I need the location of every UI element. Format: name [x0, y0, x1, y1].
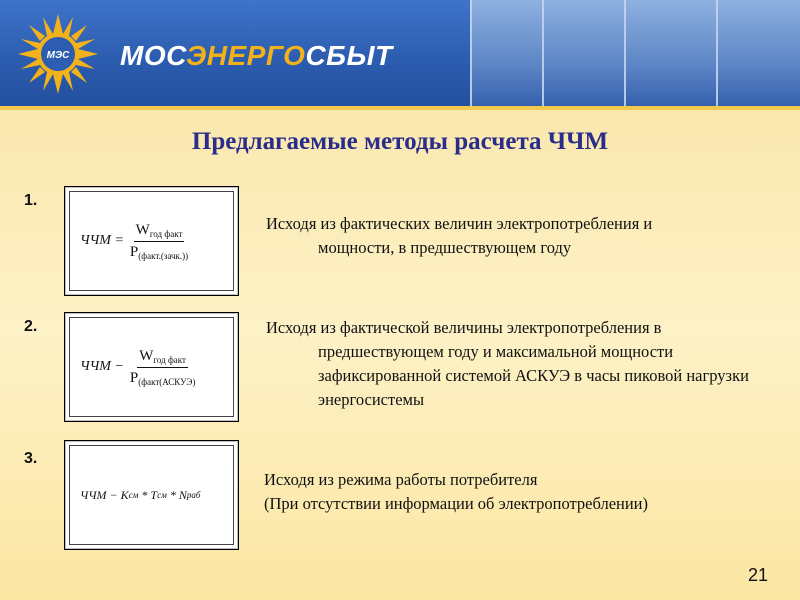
method-1-formula: [80, 192, 188, 290]
brand-part-3: СБЫТ: [305, 40, 393, 71]
description-line-2: (При отсутствии информации об электропотреблении): [264, 494, 649, 513]
formula-frame: [69, 445, 234, 545]
formula-operator: −: [109, 487, 118, 502]
header-divider: [0, 106, 800, 110]
fraction-denominator: [130, 242, 188, 261]
description-line-1: Исходя из режима работы потребителя: [264, 470, 538, 489]
page-number: 21: [747, 565, 768, 585]
brand-part-2: ЭНЕРГО: [186, 40, 306, 71]
formula-n: N: [178, 487, 187, 502]
formula-t-subscript: см: [157, 490, 167, 500]
formula-fraction: [130, 348, 195, 387]
denominator-symbol: P: [129, 369, 139, 386]
power-line-photo: [542, 0, 624, 106]
denominator-symbol: P: [129, 243, 139, 260]
power-plant-photo: [470, 0, 542, 106]
method-2-formula: [80, 318, 195, 416]
numerator-symbol: W: [139, 347, 154, 364]
formula-operator: −: [114, 359, 124, 374]
formula-lhs: ЧЧМ: [80, 487, 107, 502]
method-3-formula-box: [64, 440, 239, 550]
description-line-1: Исходя из фактической величины электропотребления в: [266, 318, 662, 337]
method-1-formula-box: [64, 186, 239, 296]
header-photo-strip: [470, 0, 800, 106]
fraction-denominator: [130, 368, 195, 387]
brand-wordmark: [120, 40, 393, 72]
method-2-description: [266, 316, 786, 412]
numerator-symbol: W: [135, 221, 150, 238]
fraction-numerator: [134, 222, 185, 242]
sun-logo-icon: [16, 12, 100, 96]
description-continuation: предшествующем году и максимальной мощности зафиксированной системой АСКУЭ в часы пиковой нагрузки энергосистемы: [318, 342, 749, 409]
formula-lhs: ЧЧМ: [80, 359, 111, 374]
brand-part-1: МОС: [120, 40, 187, 71]
denominator-subscript: (факт(АСКУЭ): [138, 376, 196, 387]
header-banner: [0, 0, 800, 106]
formula-t: T: [150, 487, 158, 502]
numerator-subscript: год факт: [149, 228, 183, 239]
city-photo: [716, 0, 800, 106]
formula-operator: =: [114, 233, 124, 248]
formula-frame: [69, 191, 234, 291]
method-3-description: [264, 468, 784, 516]
logo-badge-text: МЭС: [46, 50, 70, 61]
slide-title: Предлагаемые методы расчета ЧЧМ: [191, 128, 609, 155]
formula-k: K: [120, 487, 129, 502]
fraction-numerator: [137, 348, 188, 368]
denominator-subscript: (факт.(зачк.)): [138, 250, 189, 261]
formula-n-subscript: раб: [186, 490, 201, 500]
method-3-formula: ЧЧМ − K см * T см * N раб: [80, 487, 201, 502]
formula-k-subscript: см: [128, 490, 139, 500]
method-1-description: [266, 212, 756, 260]
method-3-number: 3.: [24, 450, 38, 467]
substation-photo: [624, 0, 716, 106]
numerator-subscript: год факт: [153, 354, 186, 365]
formula-frame: [69, 317, 234, 417]
description-line-1: Исходя из фактических величин электропотребления и: [266, 214, 653, 233]
description-continuation: мощности, в предшествующем году: [318, 238, 572, 257]
formula-lhs: ЧЧМ: [80, 233, 111, 248]
method-2-formula-box: [64, 312, 239, 422]
method-1-number: 1.: [24, 192, 38, 209]
method-2-number: 2.: [24, 318, 38, 335]
formula-fraction: [130, 222, 188, 261]
